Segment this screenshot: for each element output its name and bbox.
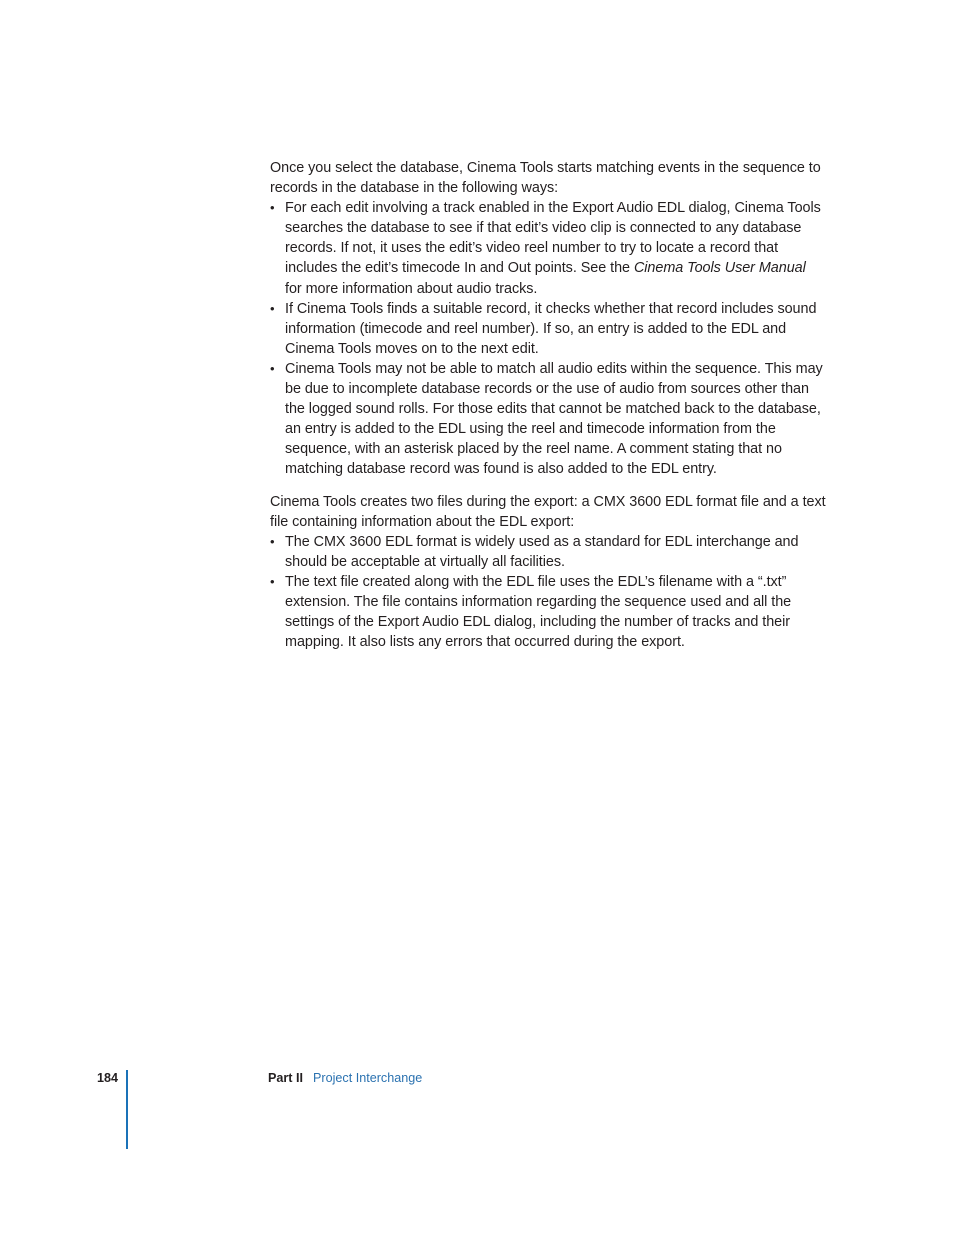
bullet-text-before-italic: For each edit involving a track enabled in the Export Audio EDL dialog, Cinema Tools searches the database to see if that edit’s video clip is connected to any database records. If not, it uses the edit’s video reel number to try to locate a record that includes the edit’s timecode In and Out points. See the: [285, 200, 821, 277]
export-paragraph: Cinema Tools creates two files during the export: a CMX 3600 EDL format file and a text file containing information about the EDL export:: [270, 493, 826, 530]
list-item: [270, 198, 826, 298]
page-footer: [0, 1062, 954, 1152]
bullet-text: Cinema Tools may not be able to match all audio edits within the sequence. This may be due to incomplete database records or the use of audio from sources other than the logged sound rolls. For those edits that cannot be matched back to the database, an entry is added to the EDL using the reel and timecode information from the sequence, with an asterisk placed by the reel name. A comment stating that no matching database record was found is also added to the EDL entry.: [285, 360, 823, 478]
footer-part-label: Part II: [268, 1071, 303, 1085]
bullet-text: If Cinema Tools finds a suitable record, it checks whether that record includes sound information (timecode and reel number). If so, an entry is added to the EDL and Cinema Tools moves on to the next edit.: [285, 300, 817, 357]
matching-bullet-list: [270, 198, 826, 479]
intro-paragraph: Once you select the database, Cinema Tools starts matching events in the sequence to records in the database in the following ways:: [270, 160, 821, 197]
page-number: 184: [97, 1071, 119, 1085]
bullet-text: The text file created along with the EDL file uses the EDL’s filename with a “.txt” extension. The file contains information regarding the sequence used and all the settings of the Export Audio EDL dialog, including the number of tracks and their mapping. It also lists any errors that occurred during the export.: [285, 573, 792, 651]
footer-section-link[interactable]: Project Interchange: [313, 1071, 423, 1085]
bullet-text: The CMX 3600 EDL format is widely used as a standard for EDL interchange and should be acceptable at virtually all facilities.: [285, 533, 799, 570]
export-bullet-list: [270, 532, 826, 653]
list-item: [270, 359, 826, 480]
page-content: [270, 158, 826, 652]
list-item: [270, 572, 826, 652]
list-item: [270, 299, 826, 359]
manual-title-italic: Cinema Tools User Manual: [633, 260, 806, 277]
bullet-text-after-italic: for more information about audio tracks.: [285, 280, 538, 297]
footer-divider-rule: [126, 1070, 128, 1149]
list-item: [270, 532, 826, 572]
